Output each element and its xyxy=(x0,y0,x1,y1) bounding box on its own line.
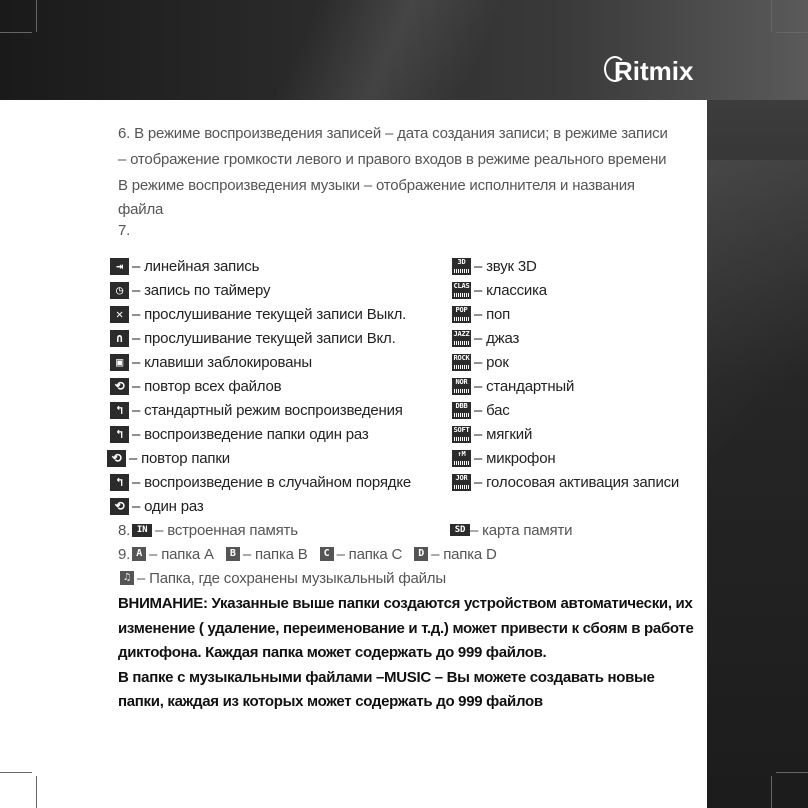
eq-classic-icon xyxy=(452,282,471,299)
play-folder-once-icon xyxy=(110,426,129,443)
eq-bass-icon xyxy=(452,402,471,419)
folder-letter: A xyxy=(136,548,143,559)
music-folder-label: – Папка, где сохранены музыкальный файлы xyxy=(137,569,446,587)
icon-code: ↑M xyxy=(457,449,466,458)
legend-left-item xyxy=(110,471,411,493)
icon-code: SOFT xyxy=(453,425,470,434)
eq-jazz-icon xyxy=(452,330,471,347)
para6-line-5: 7. xyxy=(118,222,131,239)
header-streak xyxy=(180,0,600,100)
warning-line-2: изменение ( удаление, переименование и т.д.) может привести к сбоям в работе xyxy=(118,620,694,637)
crop-mark xyxy=(36,776,37,808)
eq-bars xyxy=(454,317,469,321)
legend-label: – поп xyxy=(474,305,511,323)
legend-label: – голосовая активация записи xyxy=(474,473,680,491)
eq-normal-icon xyxy=(452,378,471,395)
icon-glyph: ↰ xyxy=(115,402,124,417)
eq-bars xyxy=(454,293,469,297)
legend-label: – линейная запись xyxy=(132,257,260,275)
internal-memory-icon xyxy=(132,524,152,537)
crop-mark xyxy=(771,776,772,808)
icon-glyph: ⟲ xyxy=(114,498,125,513)
icon-glyph: ⟲ xyxy=(111,450,122,465)
folder-letter: D xyxy=(418,548,425,559)
icon-glyph: ↰ xyxy=(115,474,124,489)
icon-glyph: ✕ xyxy=(115,306,124,321)
normal-play-icon xyxy=(110,402,129,419)
icon-code: JOR xyxy=(455,473,468,482)
icon-glyph: ⟲ xyxy=(114,378,125,393)
legend-right-item xyxy=(452,447,555,469)
music-note-glyph: ♫ xyxy=(124,572,130,583)
internal-memory-icon-code: IN xyxy=(136,524,148,535)
eq-bars xyxy=(454,437,469,441)
legend-right-item xyxy=(452,303,510,325)
eq-rock-icon xyxy=(452,354,471,371)
brand-logo xyxy=(604,56,693,87)
folder-b-icon xyxy=(226,547,240,561)
lock-icon xyxy=(110,354,129,371)
eq-bars xyxy=(454,461,469,465)
legend-label: – прослушивание текущей записи Вкл. xyxy=(132,329,396,347)
3d-sound-icon xyxy=(452,258,471,275)
legend-label: – запись по таймеру xyxy=(132,281,271,299)
icon-code: JAZZ xyxy=(453,329,470,338)
line-in-icon xyxy=(110,258,129,275)
icon-code: 3D xyxy=(457,257,466,266)
icon-code: ROCK xyxy=(453,353,470,362)
legend-right-item xyxy=(452,423,532,445)
legend-label: – микрофон xyxy=(474,449,556,467)
timer-icon xyxy=(110,282,129,299)
crop-mark xyxy=(771,0,772,32)
music-folder-icon xyxy=(120,571,134,585)
legend-right-item xyxy=(452,327,519,349)
legend-right-item xyxy=(452,255,537,277)
play-once-icon xyxy=(110,498,129,515)
legend-label: – воспроизведение папки один раз xyxy=(132,425,369,443)
icon-glyph: ▣ xyxy=(115,354,124,369)
shuffle-icon xyxy=(110,474,129,491)
icon-glyph: ↰ xyxy=(115,426,124,441)
warning-line-3: диктофона. Каждая папка может содержать до 999 файлов. xyxy=(118,644,547,661)
legend-left-item xyxy=(110,255,259,277)
eq-bars xyxy=(454,389,469,393)
folder-letter: B xyxy=(229,548,236,559)
crop-mark xyxy=(0,772,32,773)
legend-left-item xyxy=(110,279,270,301)
legend-right-item xyxy=(452,399,510,421)
icon-code: POP xyxy=(455,305,468,314)
logo-text: Ritmix xyxy=(614,56,694,86)
sd-card-icon xyxy=(450,524,470,536)
legend-right-item xyxy=(452,375,574,397)
crop-mark xyxy=(0,32,32,33)
warning-line-4: В папке с музыкальными файлами –MUSIC – Вы можете создавать новые xyxy=(118,669,655,686)
para6-line-2: – отображение громкости левого и правого входов в режиме реального времени xyxy=(118,151,667,168)
folder-d-icon xyxy=(414,547,428,561)
side-band-shade xyxy=(707,160,808,580)
legend-label: – клавиши заблокированы xyxy=(132,353,312,371)
folder-label: – папка D xyxy=(431,545,497,563)
legend-left-item xyxy=(110,375,281,397)
warning-line-1: ВНИМАНИЕ: Указанные выше папки создаются устройством автоматически, их xyxy=(118,595,693,612)
legend-left-item xyxy=(110,423,369,445)
icon-code: DBB xyxy=(455,401,468,410)
crop-mark xyxy=(36,0,37,32)
music-folder-line xyxy=(118,567,446,589)
eq-bars xyxy=(454,413,469,417)
eq-pop-icon xyxy=(452,306,471,323)
legend-left-item xyxy=(107,447,230,469)
folder-label: – папка B xyxy=(242,545,308,563)
legend-label: – повтор папки xyxy=(129,449,230,467)
para6-line-4: файла xyxy=(118,201,164,218)
folder-letter: C xyxy=(323,548,330,559)
folder-a-icon xyxy=(132,547,146,561)
monitor-off-icon xyxy=(110,306,129,323)
folder-label: – папка A xyxy=(149,545,214,563)
crop-mark xyxy=(776,32,808,33)
legend-left-item xyxy=(110,327,396,349)
side-band xyxy=(707,100,808,808)
legend-right-item xyxy=(452,351,509,373)
para6-line-3: В режиме воспроизведения музыки – отображение исполнителя и названия xyxy=(118,177,635,194)
eq-bars xyxy=(454,365,469,369)
legend-label: – стандартный режим воспроизведения xyxy=(132,401,403,419)
voice-activation-icon xyxy=(452,474,471,491)
legend-right-item xyxy=(452,279,547,301)
eq-bars xyxy=(454,269,469,273)
memory-line xyxy=(118,519,298,541)
repeat-all-icon xyxy=(110,378,129,395)
legend-left-item xyxy=(110,399,403,421)
legend-left-item xyxy=(110,495,204,517)
headphones-icon xyxy=(110,330,129,347)
legend-label: – бас xyxy=(474,401,510,419)
legend-label: – джаз xyxy=(474,329,520,347)
legend-right-item xyxy=(452,471,679,493)
folder-label: – папка C xyxy=(336,545,403,563)
line8-prefix: 8. xyxy=(118,521,131,539)
icon-glyph: ⇥ xyxy=(115,258,124,273)
legend-label: – прослушивание текущей записи Выкл. xyxy=(132,305,407,323)
repeat-folder-icon xyxy=(107,450,126,467)
legend-label: – стандартный xyxy=(474,377,575,395)
legend-label: – звук 3D xyxy=(474,257,537,275)
legend-label: – один раз xyxy=(132,497,204,515)
card-line xyxy=(450,519,572,541)
legend-label: – мягкий xyxy=(474,425,533,443)
microphone-icon xyxy=(452,450,471,467)
legend-left-item xyxy=(110,351,312,373)
internal-memory-label: – встроенная память xyxy=(155,521,298,539)
para6-line-1: 6. В режиме воспроизведения записей – дата создания записи; в режиме записи xyxy=(118,125,668,142)
eq-bars xyxy=(454,485,469,489)
legend-label: – повтор всех файлов xyxy=(132,377,282,395)
eq-bars xyxy=(454,341,469,345)
eq-soft-icon xyxy=(452,426,471,443)
folder-line xyxy=(118,543,497,565)
warning-line-5: папки, каждая из которых может содержать до 999 файлов xyxy=(118,693,543,710)
sd-card-icon-code: SD xyxy=(454,525,466,535)
icon-code: NOR xyxy=(455,377,468,386)
line9-prefix: 9. xyxy=(118,545,131,563)
crop-mark xyxy=(776,772,808,773)
legend-label: – классика xyxy=(474,281,547,299)
legend-left-item xyxy=(110,303,406,325)
sd-card-label: – карта памяти xyxy=(470,521,573,539)
folder-c-icon xyxy=(320,547,334,561)
icon-glyph: ∩ xyxy=(115,330,124,345)
legend-label: – рок xyxy=(474,353,509,371)
icon-code: CLAS xyxy=(453,281,470,290)
legend-label: – воспроизведение в случайном порядке xyxy=(132,473,412,491)
icon-glyph: ◷ xyxy=(115,282,124,297)
